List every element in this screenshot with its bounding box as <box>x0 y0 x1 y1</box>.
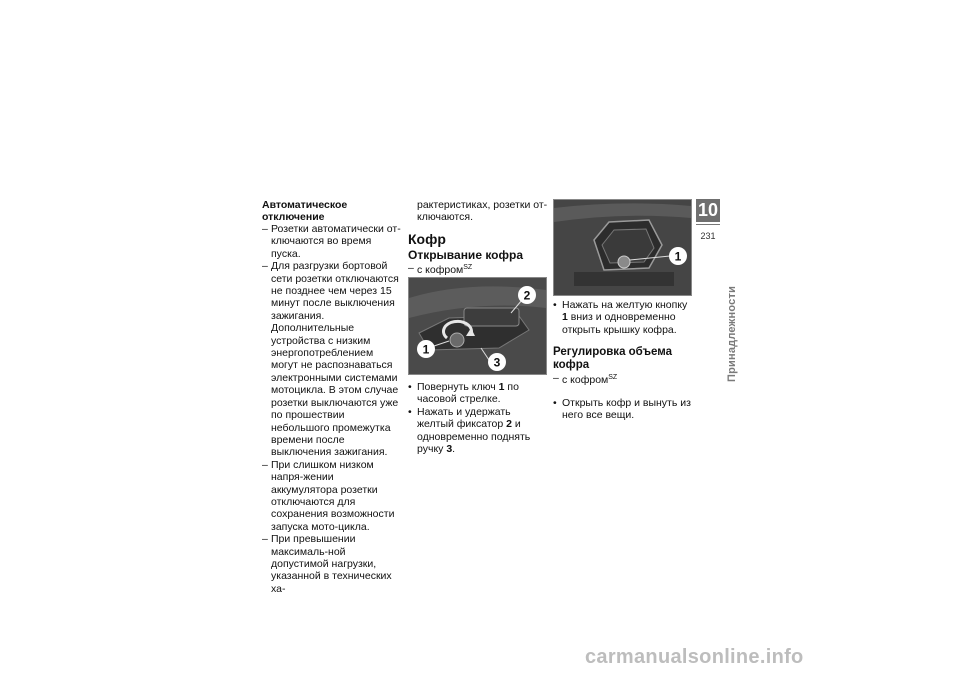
column-2-bullets <box>408 381 548 455</box>
chapter-title-vertical <box>702 276 738 382</box>
case-lock-illustration <box>409 278 546 374</box>
divider <box>696 224 720 225</box>
section-title: Кофр <box>408 230 446 247</box>
callout-1: 1 <box>422 342 430 357</box>
list-item: – При слишком низком напря-жении аккумулятора розетки отключаются для сохранения возможности запуска мото-цикла. <box>262 459 402 533</box>
watermark: carmanualsonline.info <box>585 646 804 668</box>
column-3 <box>553 299 693 421</box>
list-item: • Открыть кофр и вынуть из него все вещи. <box>553 397 693 422</box>
continuation-text: рактеристиках, розетки от-ключаются. <box>417 199 548 224</box>
chapter-tab <box>696 199 720 241</box>
auto-shutoff-heading: Автоматическое отключение <box>262 199 348 223</box>
callout-3: 3 <box>493 355 501 370</box>
list-item: • Нажать на желтую кнопку 1 вниз и одновременно открыть крышку кофра. <box>553 299 693 336</box>
chapter-number: 10 <box>697 200 719 220</box>
case-button-illustration <box>554 200 691 295</box>
column-1 <box>262 199 402 595</box>
figure-case-button <box>553 199 692 296</box>
list-item: • Нажать и удержать желтый фиксатор 2 и одновременно поднять ручку 3. <box>408 406 548 456</box>
chapter-title: Принадлежности <box>726 285 738 382</box>
list-item: – При превышении максималь-ной допустимой нагрузки, указанной в технических ха- <box>262 533 402 595</box>
callout-1: 1 <box>674 249 682 264</box>
page-number: 231 <box>700 231 716 241</box>
list-item: – Для разгрузки бортовой сети розетки отключаются не позднее чем через 15 минут после выключения зажигания. Дополнительные устройства с низким энергопотреблением могут не распознаваться электронными системами мотоцикла. В этом случае розетки выключаются уже по прошествии небольшого промежутка времени после выключения зажигания. <box>262 260 402 459</box>
subheading-opening: Открывание кофра <box>408 247 524 262</box>
condition: – с кофром$^{SZ}$ <box>553 372 693 386</box>
figure-case-lock <box>408 277 547 375</box>
column-2 <box>408 199 548 276</box>
callout-2: 2 <box>523 288 531 303</box>
list-item: • Повернуть ключ 1 по часовой стрелке. <box>408 381 548 406</box>
subheading-volume: Регулировка объема кофра <box>553 346 673 372</box>
condition: – с кофром$^{SZ}$ <box>408 262 548 276</box>
list-item: – Розетки автоматически от-ключаются во время пуска. <box>262 223 402 260</box>
